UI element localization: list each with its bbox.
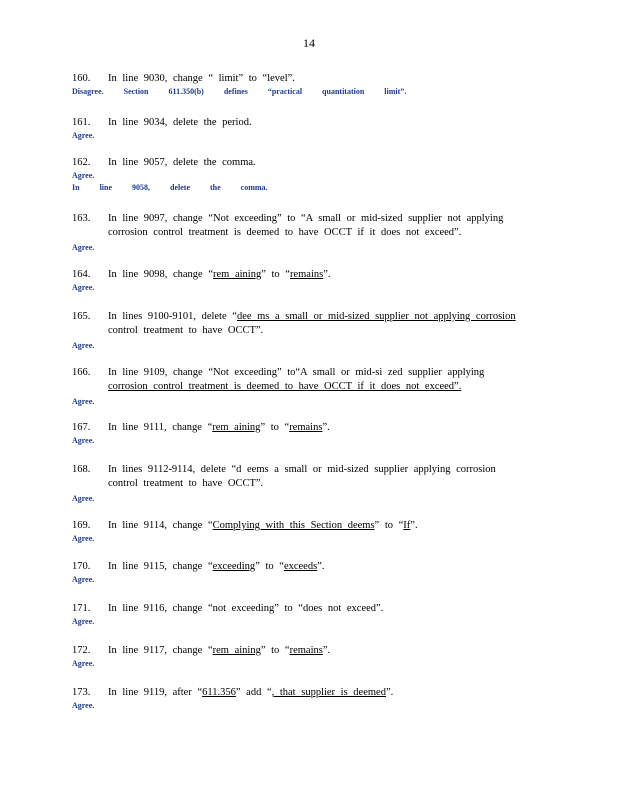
list-item: [72, 560, 542, 586]
item-text: In line 9117, change “rem aining” to “remains”.: [108, 645, 331, 656]
list-item: [72, 156, 542, 194]
item-number: 160.: [72, 73, 91, 84]
item-number: 172.: [72, 645, 91, 656]
item-text: In line 9098, change “rem aining” to “remains”.: [108, 269, 331, 280]
item-text-continued: control treatment to have OCCT”.: [108, 325, 264, 336]
item-text: In lines 9112-9114, delete “d eems a small or mid-sized supplier applying corrosion: [108, 464, 496, 475]
item-number: 165.: [72, 311, 91, 322]
underlined-text: If: [403, 520, 411, 531]
item-text: In line 9115, change “exceeding” to “exceeds”.: [108, 561, 325, 572]
underlined-text: dee ms a small or mid-sized supplier not applying corrosion: [236, 311, 516, 322]
item-text: In line 9030, change “ limit” to “level”.: [108, 73, 295, 84]
underlined-text: 611.356: [202, 687, 236, 698]
response-text: Agree.: [72, 131, 95, 140]
item-text-continued: corrosion control treatment is deemed to have OCCT if it does not exceed”.: [108, 381, 462, 392]
list-item: [72, 644, 542, 670]
response-text: Agree.: [72, 171, 95, 180]
item-number: 164.: [72, 269, 91, 280]
list-item: [72, 463, 542, 505]
response-text: Agree.: [72, 341, 95, 350]
item-number: 169.: [72, 520, 91, 531]
underlined-text: rem aining: [212, 422, 261, 433]
response-text: Agree.: [72, 659, 95, 668]
response-text: Agree.: [72, 534, 95, 543]
response-note: In line 9058, delete the comma.: [72, 183, 268, 192]
response-text: Agree.: [72, 436, 95, 445]
underlined-text: remains: [289, 422, 323, 433]
underlined-text: , that supplier is deemed: [271, 687, 386, 698]
item-text: In line 9034, delete the period.: [108, 117, 252, 128]
list-item: [72, 421, 542, 447]
item-number: 162.: [72, 157, 91, 168]
list-item: [72, 212, 542, 254]
item-text-continued: control treatment to have OCCT”.: [108, 478, 264, 489]
underlined-text: Complying with this Section deems: [212, 520, 375, 531]
underlined-text: exceeds: [283, 561, 318, 572]
response-text: Agree.: [72, 701, 95, 710]
item-text: In line 9109, change “Not exceeding” to“A small or mid-si zed supplier applying: [108, 367, 485, 378]
item-text: In line 9119, after “611.356” add “, that supplier is deemed”.: [108, 687, 394, 698]
list-item: [72, 602, 542, 628]
underlined-text: remains: [289, 269, 324, 280]
item-number: 163.: [72, 213, 91, 224]
underlined-text: remains: [289, 645, 323, 656]
list-item: [72, 116, 542, 142]
item-number: 166.: [72, 367, 91, 378]
response-text: Agree.: [72, 243, 95, 252]
item-text: In line 9057, delete the comma.: [108, 157, 256, 168]
item-number: 167.: [72, 422, 91, 433]
item-number: 171.: [72, 603, 91, 614]
list-item: [72, 686, 542, 712]
item-number: 170.: [72, 561, 91, 572]
list-item: [72, 268, 542, 294]
response-text: Agree.: [72, 617, 95, 626]
list-item: [72, 72, 542, 98]
underlined-text: rem aining: [212, 645, 261, 656]
page-number: 14: [303, 36, 315, 50]
list-item: [72, 519, 542, 545]
response-text: Agree.: [72, 494, 95, 503]
item-text: In lines 9100-9101, delete “dee ms a small or mid-sized supplier not applying corrosion: [108, 311, 516, 322]
response-text: Agree.: [72, 575, 95, 584]
item-number: 173.: [72, 687, 91, 698]
item-text-continued: corrosion control treatment is deemed to have OCCT if it does not exceed”.: [108, 227, 462, 238]
item-text: In line 9097, change “Not exceeding” to “A small or mid-sized supplier not applying: [108, 213, 504, 224]
response-text: Agree.: [72, 397, 95, 406]
list-item: [72, 366, 542, 408]
response-text: Disagree. Section 611.350(b) defines “practical quantitation limit”.: [72, 87, 407, 96]
response-text: Agree.: [72, 283, 95, 292]
underlined-text: exceeding: [212, 561, 256, 572]
item-number: 161.: [72, 117, 91, 128]
item-number: 168.: [72, 464, 91, 475]
underlined-text: rem aining: [213, 269, 262, 280]
list-item: [72, 310, 542, 352]
item-text: In line 9116, change “not exceeding” to “does not exceed”.: [108, 603, 384, 614]
item-text: In line 9111, change “rem aining” to “remains”.: [108, 422, 330, 433]
item-text: In line 9114, change “Complying with this Section deems” to “If”.: [108, 520, 418, 531]
